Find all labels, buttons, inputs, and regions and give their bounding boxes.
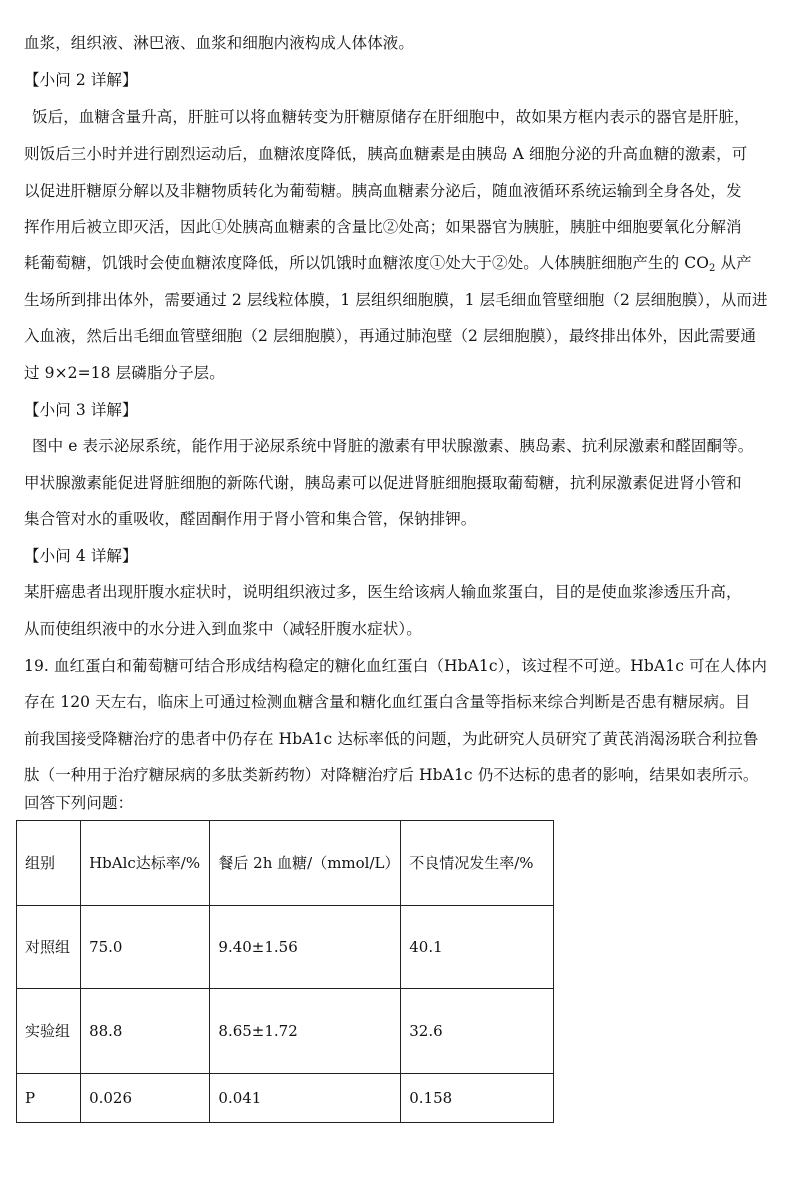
question-text: 前我国接受降糖治疗的患者中仍存在 HbA1c 达标率低的问题，为此研究人员研究了黄芪消渴汤联合利拉鲁 xyxy=(24,730,759,748)
text-line: 饭后，血糖含量升高，肝脏可以将血糖转变为肝糖原储存在肝细胞中，故如果方框内表示的器官是肝脏， xyxy=(32,108,750,126)
table-header-cell: HbAlc达标率/% xyxy=(81,821,210,906)
table-cell: 对照组 xyxy=(17,906,81,989)
text-line: 入血液，然后出毛细血管壁细胞（2 层细胞膜），再通过肺泡壁（2 层细胞膜），最终排出体外，因此需要通 xyxy=(24,327,757,345)
section-heading: 【小问 2 详解】 xyxy=(24,71,138,89)
result-table xyxy=(16,820,554,1123)
table-cell: 40.1 xyxy=(401,906,554,989)
text-line: 耗葡萄糖，饥饿时会使血糖浓度降低，所以饥饿时血糖浓度①处大于②处。人体胰脏细胞产生的 $CO_2$ 从产 xyxy=(24,254,752,274)
table-cell: 8.65±1.72 xyxy=(210,989,401,1074)
text-line: 集合管对水的重吸收，醛固酮作用于肾小管和集合管，保钠排钾。 xyxy=(24,510,477,528)
text-line: 某肝癌患者出现肝腹水症状时，说明组织液过多，医生给该病人输血浆蛋白，目的是使血浆渗透压升高， xyxy=(24,583,742,601)
table-row xyxy=(17,989,554,1074)
table-header-cell: 组别 xyxy=(17,821,81,906)
table-cell: 实验组 xyxy=(17,989,81,1074)
text-line: 图中 e 表示泌尿系统，能作用于泌尿系统中肾脏的激素有甲状腺激素、胰岛素、抗利尿激素和醛固酮等。 xyxy=(32,437,754,455)
table-header-cell: 餐后 2h 血糖/（mmol/L） xyxy=(210,821,401,906)
text-line: 以促进肝糖原分解以及非糖物质转化为葡萄糖。胰高血糖素分泌后，随血液循环系统运输到全身各处，发 xyxy=(24,182,742,200)
text-line: 从而使组织液中的水分进入到血浆中（减轻肝腹水症状）。 xyxy=(24,620,422,638)
table-cell: 9.40±1.56 xyxy=(210,906,401,989)
table-cell: 0.158 xyxy=(401,1074,554,1123)
question-text: 存在 120 天左右，临床上可通过检测血糖含量和糖化血红蛋白含量等指标来综合判断是否患有糖尿病。目 xyxy=(24,693,751,711)
text-line: 生场所到排出体外，需要通过 2 层线粒体膜，1 层组织细胞膜，1 层毛细血管壁细胞（2 层细胞膜），从而进 xyxy=(24,291,768,309)
table-cell: 0.041 xyxy=(210,1074,401,1123)
table-cell: 75.0 xyxy=(81,906,210,989)
table-header-cell: 不良情况发生率/% xyxy=(401,821,554,906)
table-header-row xyxy=(17,821,554,906)
text-line: 挥作用后被立即灭活，因此①处胰高血糖素的含量比②处高；如果器官为胰脏，胰脏中细胞要氧化分解消 xyxy=(24,218,742,236)
text-line: 血浆，组织液、淋巴液、血浆和细胞内液构成人体体液。 xyxy=(24,34,415,52)
question-text: 19. 血红蛋白和葡萄糖可结合形成结构稳定的糖化血红蛋白（HbA1c），该过程不可逆。HbA1c 可在人体内 xyxy=(24,657,768,675)
question-text: 回答下列问题： xyxy=(24,794,134,812)
table-cell: 32.6 xyxy=(401,989,554,1074)
text-line: 则饭后三小时并进行剧烈运动后，血糖浓度降低，胰高血糖素是由胰岛 A 细胞分泌的升高血糖的激素，可 xyxy=(24,145,748,163)
table-cell: 88.8 xyxy=(81,989,210,1074)
table-row xyxy=(17,906,554,989)
table-row xyxy=(17,1074,554,1123)
table-cell: 0.026 xyxy=(81,1074,210,1123)
text-line: 过 9×2=18 层磷脂分子层。 xyxy=(24,364,225,382)
question-text: 肽（一种用于治疗糖尿病的多肽类新药物）对降糖治疗后 HbA1c 仍不达标的患者的影响，结果如表所示。 xyxy=(24,766,759,784)
section-heading: 【小问 3 详解】 xyxy=(24,401,138,419)
text-line: 甲状腺激素能促进肾脏细胞的新陈代谢，胰岛素可以促进肾脏细胞摄取葡萄糖，抗利尿激素促进肾小管和 xyxy=(24,474,742,492)
section-heading: 【小问 4 详解】 xyxy=(24,547,138,565)
table-cell: P xyxy=(17,1074,81,1123)
